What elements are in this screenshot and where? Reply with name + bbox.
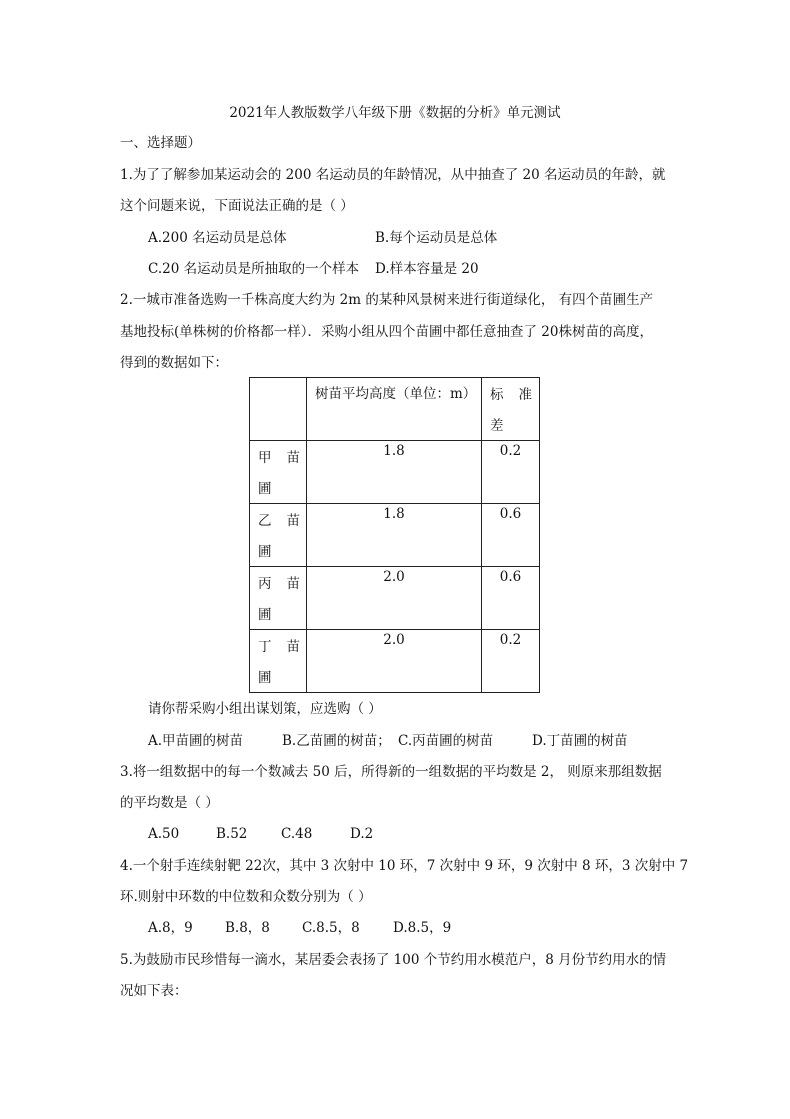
table-row — [250, 504, 540, 567]
nursery-name-char: 乙 — [258, 513, 272, 529]
q1-stem-line2: 这个问题来说，下面说法正确的是（ ） — [120, 198, 354, 214]
q3-option-a: A.50 — [148, 826, 180, 842]
nursery-name-char: 丁 — [258, 639, 272, 655]
q2-option-c: C.丙苗圃的树苗 — [398, 733, 494, 749]
q3-stem-line2: 的平均数是（ ） — [120, 795, 219, 811]
q2-stem-line2: 基地投标(单株树的价格都一样）．采购小组从四个苗圃中都任意抽查了 20株树苗的高度， — [120, 324, 653, 340]
nursery-name-cell — [250, 630, 307, 693]
avg-height-cell: 1.8 — [307, 504, 482, 567]
std-dev-cell: 0.6 — [482, 567, 540, 630]
nursery-name-cell — [250, 504, 307, 567]
table-header-row — [250, 378, 540, 441]
q4-stem-line2: 环.则射中环数的中位数和众数分别为（ ） — [120, 889, 372, 905]
section-heading: 一、选择题） — [120, 135, 201, 151]
q3-stem-line1: 3.将一组数据中的每一个数减去 50 后，所得新的一组数据的平均数是 2， 则原来那组数据 — [120, 764, 662, 780]
avg-height-cell: 2.0 — [307, 567, 482, 630]
table-header-std — [482, 378, 540, 441]
q2-option-d: D.丁苗圃的树苗 — [532, 733, 628, 749]
q1-option-d: D.样本容量是 20 — [375, 261, 479, 277]
nursery-name-char: 圃 — [258, 544, 272, 560]
q4-option-b: B.8，8 — [225, 920, 270, 936]
nursery-name-char: 圃 — [258, 670, 272, 686]
q1-option-b: B.每个运动员是总体 — [375, 230, 498, 246]
nursery-data-table — [249, 377, 540, 693]
q3-option-b: B.52 — [216, 826, 248, 842]
q1-stem-line1: 1.为了了解参加某运动会的 200 名运动员的年龄情况，从中抽查了 20 名运动员的年龄，就 — [120, 167, 666, 183]
q4-option-d: D.8.5，9 — [393, 920, 452, 936]
nursery-name-char: 圃 — [258, 481, 272, 497]
nursery-name-cell — [250, 567, 307, 630]
nursery-name-char: 苗 — [286, 639, 300, 655]
avg-height-cell: 1.8 — [307, 441, 482, 504]
table-header-empty — [250, 378, 307, 441]
nursery-name-char: 苗 — [286, 576, 300, 592]
nursery-name-char: 丙 — [258, 576, 272, 592]
q4-option-a: A.8，9 — [148, 920, 193, 936]
q5-stem-line2: 况如下表： — [120, 983, 188, 999]
std-dev-cell: 0.2 — [482, 630, 540, 693]
q2-stem-line3: 得到的数据如下： — [120, 355, 228, 371]
q5-stem-line1: 5.为鼓励市民珍惜每一滴水，某居委会表扬了 100 个节约用水模范户，8 月份节约用水的情 — [120, 952, 667, 968]
nursery-name-char: 苗 — [286, 450, 300, 466]
nursery-name-char: 甲 — [258, 450, 272, 466]
avg-height-cell: 2.0 — [307, 630, 482, 693]
std-dev-cell: 0.2 — [482, 441, 540, 504]
q2-option-a: A.甲苗圃的树苗 — [148, 733, 244, 749]
std-header-char-3: 差 — [490, 418, 504, 434]
q3-option-c: C.48 — [281, 826, 313, 842]
q2-stem-line1: 2.一城市准备选购一千株高度大约为 2m 的某种风景树来进行街道绿化， 有四个苗圃生产 — [120, 292, 654, 308]
q3-option-d: D.2 — [350, 826, 374, 842]
q4-stem-line1: 4.一个射手连续射靶 22次，其中 3 次射中 10 环，7 次射中 9 环，9 次射中 8 环，3 次射中 7 — [120, 858, 689, 874]
q1-option-c: C.20 名运动员是所抽取的一个样本 — [148, 261, 360, 277]
std-header-char-2: 准 — [518, 387, 532, 403]
nursery-name-char: 苗 — [286, 513, 300, 529]
table-row — [250, 441, 540, 504]
table-row — [250, 567, 540, 630]
std-header-char-1: 标 — [490, 387, 504, 403]
q2-prompt: 请你帮采购小组出谋划策，应选购（ ） — [148, 701, 382, 717]
nursery-name-char: 圃 — [258, 607, 272, 623]
std-dev-cell: 0.6 — [482, 504, 540, 567]
height-header-label: 树苗平均高度（单位：m） — [315, 386, 477, 402]
document-title: 2021年人教版数学八年级下册《数据的分析》单元测试 — [229, 105, 561, 121]
table-header-height — [307, 378, 482, 441]
q2-option-b: B.乙苗圃的树苗； — [282, 733, 391, 749]
q4-option-c: C.8.5，8 — [302, 920, 360, 936]
q1-option-a: A.200 名运动员是总体 — [148, 230, 287, 246]
nursery-name-cell — [250, 441, 307, 504]
table-row — [250, 630, 540, 693]
